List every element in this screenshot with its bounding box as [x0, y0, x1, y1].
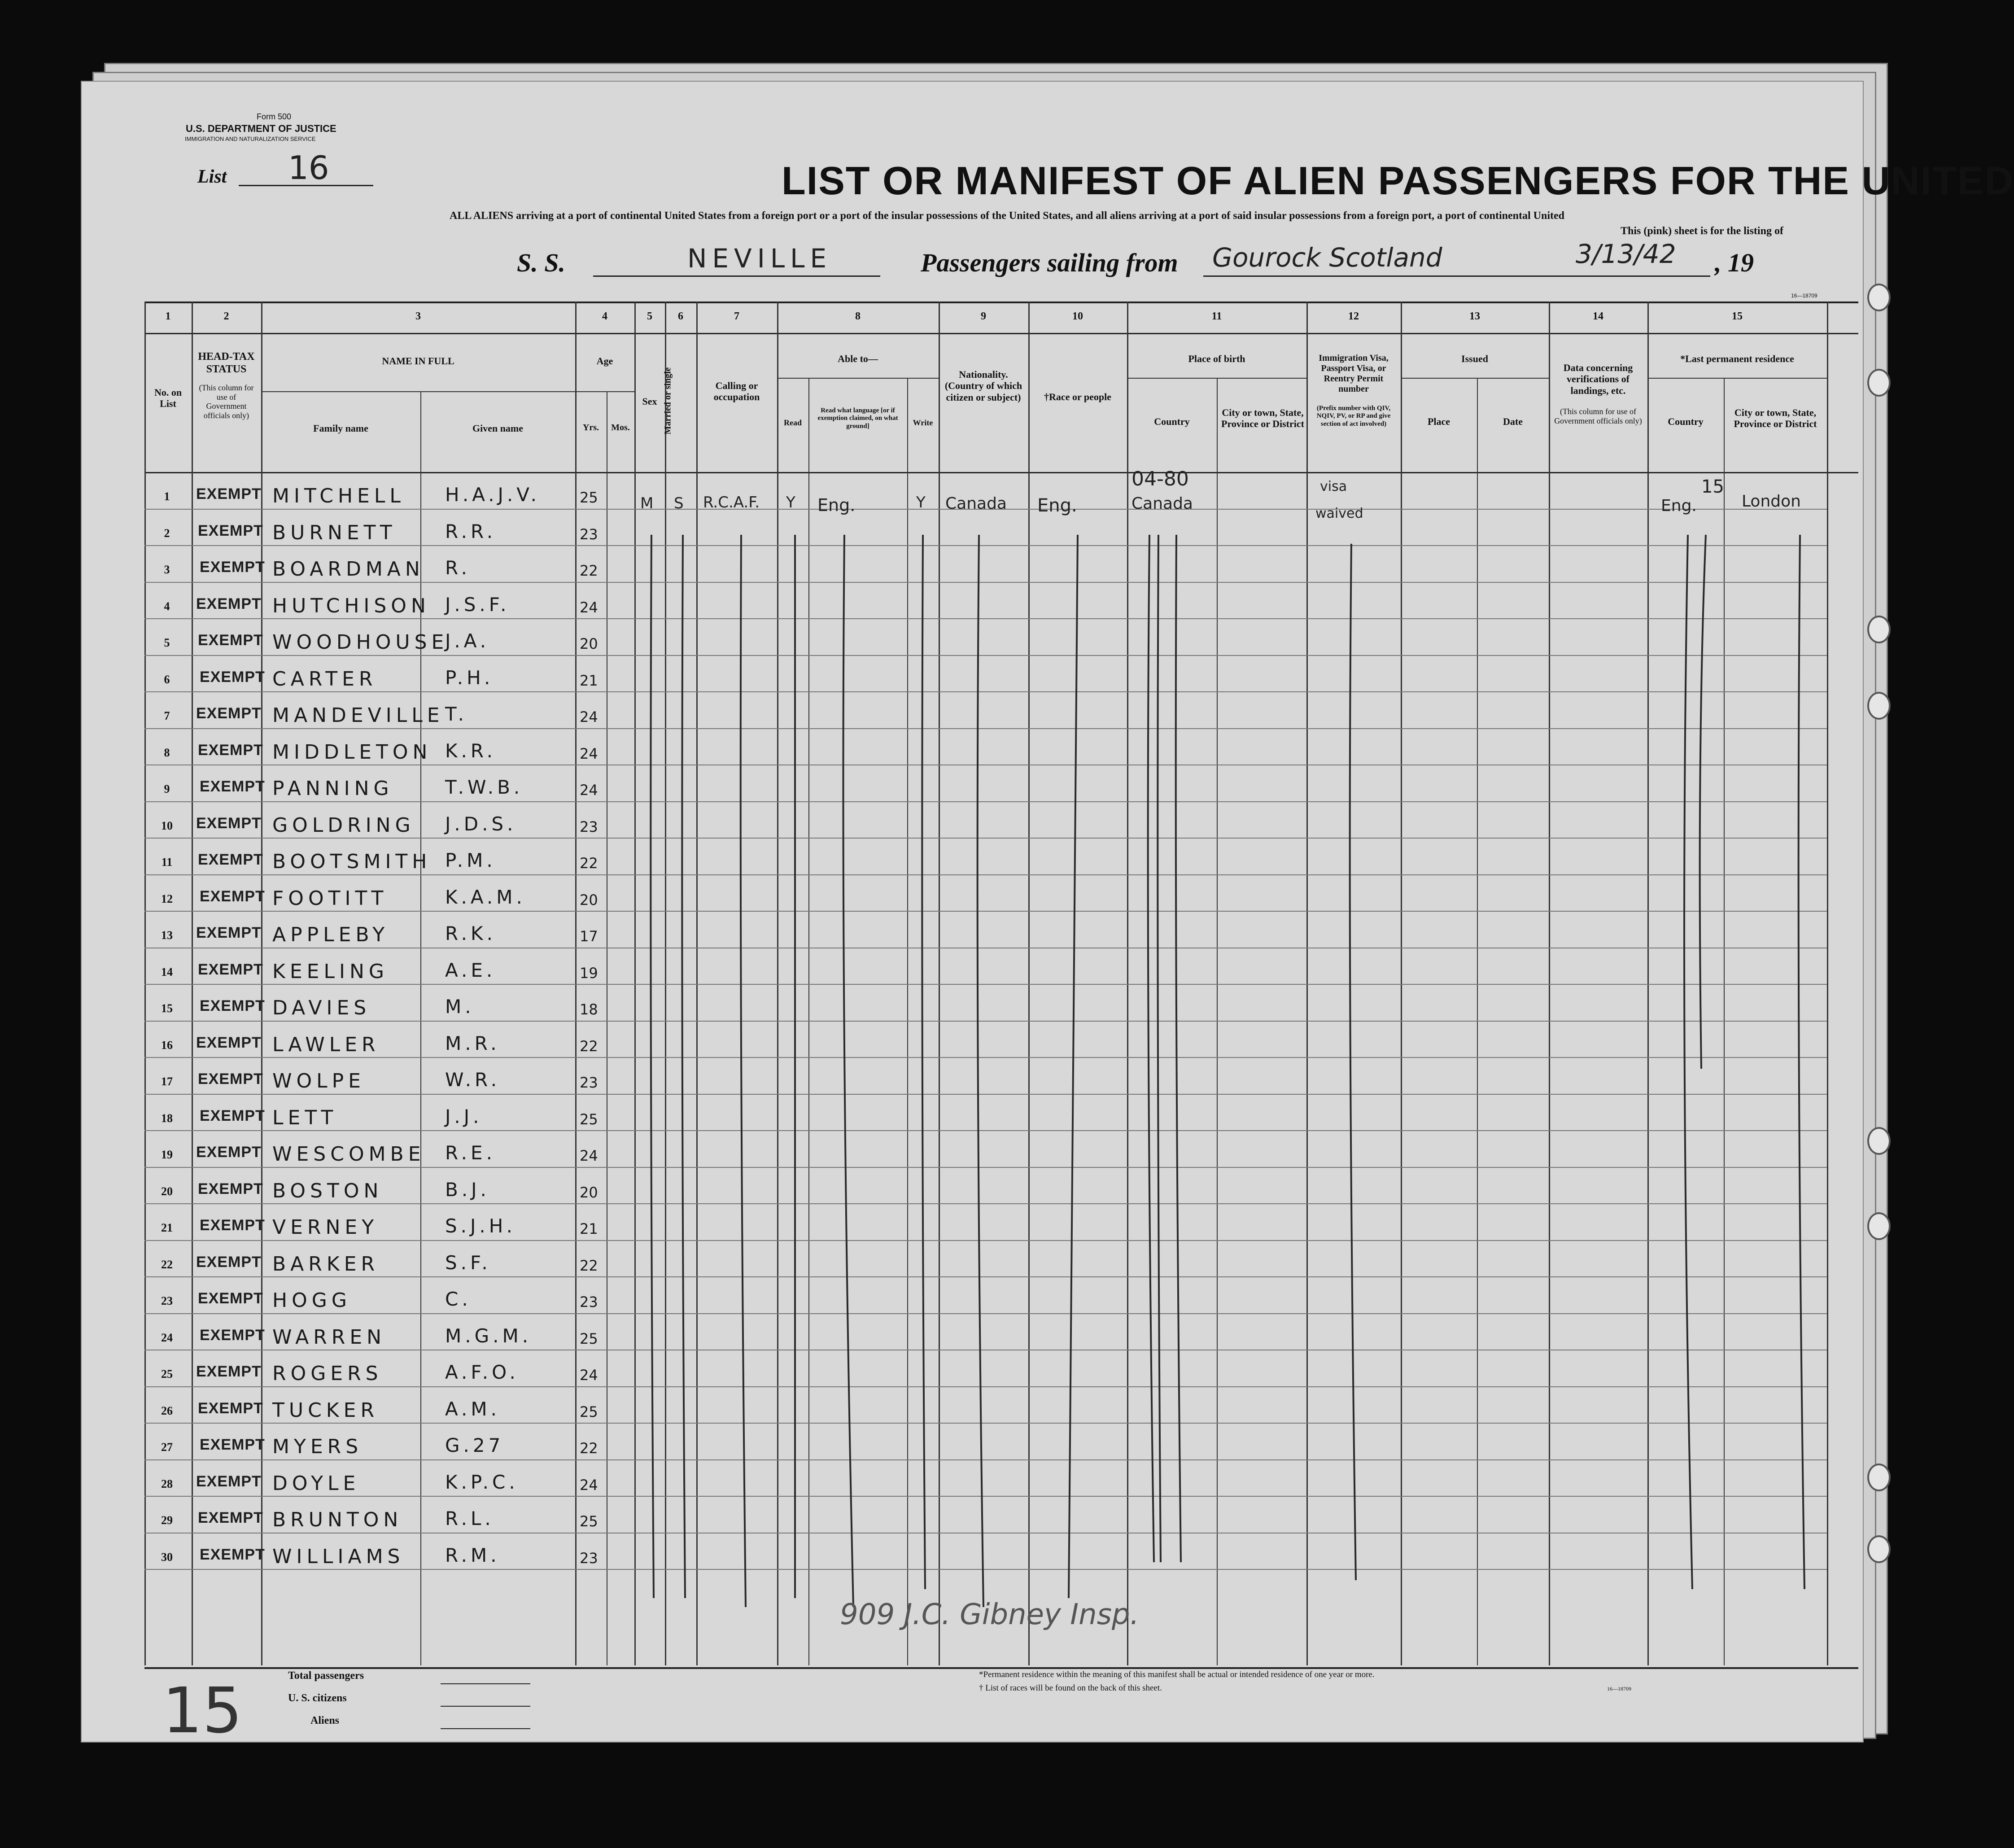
family-name: GOLDRING — [272, 813, 415, 837]
family-name: BOOTSMITH — [272, 850, 432, 873]
age-years: 23 — [580, 818, 598, 835]
hdr-family: Family name — [313, 423, 368, 434]
family-name: MANDEVILLE — [272, 704, 444, 727]
row1-race: Eng. — [1037, 495, 1077, 516]
age-years: 21 — [580, 1220, 598, 1237]
age-years: 22 — [580, 562, 598, 579]
head-tax-status: EXEMPT — [200, 1326, 265, 1344]
row1-language: Eng. — [817, 495, 856, 515]
hdr-issued-date: Date — [1503, 416, 1523, 427]
footer-total-label: Total passengers — [288, 1670, 364, 1682]
hdr-verifications: Data concerning verifications of landings, etc. — [1563, 362, 1633, 396]
given-name: K.P.C. — [445, 1471, 519, 1493]
row1-read: Y — [786, 494, 795, 511]
hdr-read: Read — [784, 418, 802, 427]
given-name: S.J.H. — [445, 1215, 516, 1237]
given-name: R.L. — [445, 1507, 494, 1529]
row-number: 24 — [161, 1331, 173, 1344]
head-tax-status: EXEMPT — [196, 1363, 262, 1380]
hdr-birth-country: Country — [1154, 416, 1190, 427]
hdr-age: Age — [596, 355, 613, 367]
age-years: 24 — [580, 599, 598, 616]
row1-visa-2: waived — [1315, 506, 1363, 521]
age-years: 24 — [580, 1147, 598, 1164]
head-tax-status: EXEMPT — [196, 595, 262, 612]
given-name: R.R. — [445, 520, 497, 542]
colnum-11: 11 — [1211, 310, 1222, 322]
head-tax-status: EXEMPT — [198, 1399, 263, 1417]
age-years: 22 — [580, 1037, 598, 1055]
age-years: 24 — [580, 1367, 598, 1384]
head-tax-status: EXEMPT — [200, 1107, 265, 1124]
age-years: 24 — [580, 782, 598, 799]
sailing-date: 3/13/42 — [1576, 239, 1676, 269]
head-tax-status: EXEMPT — [198, 522, 263, 539]
family-name: FOOTITT — [272, 887, 388, 910]
punch-hole-8 — [1867, 1535, 1891, 1563]
row1-residence-code: 15 — [1701, 476, 1724, 497]
given-name: M.R. — [445, 1032, 500, 1054]
hdr-visa: Immigration Visa, Passport Visa, or Reentry Permit number — [1319, 353, 1389, 394]
head-tax-status: EXEMPT — [200, 668, 265, 686]
age-years: 23 — [580, 1074, 598, 1091]
colnum-1: 1 — [165, 310, 171, 322]
head-tax-status: EXEMPT — [196, 1034, 262, 1051]
age-years: 23 — [580, 1549, 598, 1567]
head-tax-status: EXEMPT — [198, 1180, 263, 1197]
family-name: APPLEBY — [272, 923, 389, 946]
row-number: 14 — [161, 965, 173, 979]
age-years: 18 — [580, 1001, 598, 1018]
row-number: 12 — [161, 892, 173, 905]
given-name: P.M. — [445, 849, 496, 871]
row1-occupation: R.C.A.F. — [703, 494, 760, 511]
age-years: 24 — [580, 745, 598, 762]
row-number: 2 — [164, 526, 170, 540]
family-name: WARREN — [272, 1325, 386, 1349]
family-name: WILLIAMS — [272, 1545, 405, 1568]
colnum-6: 6 — [678, 310, 683, 322]
hdr-birth: Place of birth — [1188, 353, 1245, 364]
hdr-head-tax: HEAD-TAX STATUS — [198, 351, 255, 375]
head-tax-status: EXEMPT — [200, 559, 265, 576]
hdr-read-language: Read what language [or if exemption claimed, on what ground] — [817, 407, 898, 430]
hdr-no-on-list: No. on List — [154, 387, 182, 410]
family-name: MYERS — [272, 1435, 363, 1458]
hdr-residence: *Last permanent residence — [1680, 353, 1794, 364]
head-tax-status: EXEMPT — [198, 1509, 263, 1526]
family-name: DAVIES — [272, 996, 371, 1019]
age-years: 25 — [580, 489, 598, 506]
hdr-calling: Calling or occupation — [713, 380, 760, 403]
given-name: R. — [445, 557, 471, 579]
row1-residence-city: London — [1742, 492, 1801, 511]
hdr-residence-country: Country — [1668, 416, 1704, 427]
hdr-residence-city: City or town, State, Province or District — [1734, 407, 1817, 430]
hdr-write: Write — [913, 418, 933, 427]
age-years: 20 — [580, 1184, 598, 1201]
family-name: WESCOMBE — [272, 1143, 425, 1166]
footer-citizens-line — [441, 1706, 530, 1707]
family-name: ROGERS — [272, 1362, 383, 1385]
row1-residence-country: Eng. — [1661, 497, 1697, 515]
age-years: 23 — [580, 1293, 598, 1311]
row1-birth-code: 04-80 — [1132, 467, 1189, 490]
colnum-3: 3 — [415, 310, 421, 322]
row-number: 8 — [164, 746, 170, 759]
sailing-label: Passengers sailing from — [921, 248, 1178, 277]
hdr-verifications-note: (This column for use of Government officials only) — [1554, 407, 1642, 425]
punch-hole-7 — [1867, 1464, 1891, 1491]
footer-aliens-label: Aliens — [310, 1715, 340, 1726]
head-tax-status: EXEMPT — [196, 1253, 262, 1271]
list-number: 16 — [288, 149, 329, 187]
year-suffix: , 19 — [1715, 248, 1754, 277]
given-name: K.R. — [445, 739, 496, 762]
hdr-visa-note: (Prefix number with QIV, NQIV, PV, or RP and give section of act involved) — [1316, 405, 1391, 428]
row1-sex: M — [640, 494, 654, 512]
colnum-9: 9 — [981, 310, 986, 322]
given-name: B.J. — [445, 1178, 490, 1201]
row-number: 11 — [161, 856, 173, 869]
given-name: R.E. — [445, 1142, 496, 1164]
colnum-12: 12 — [1348, 310, 1359, 322]
bottom-annotation: 909 J.C. Gibney Insp. — [840, 1598, 1139, 1631]
colnum-2: 2 — [223, 310, 229, 322]
given-name: P.H. — [445, 666, 494, 689]
family-name: MITCHELL — [272, 485, 405, 507]
given-name: W.R. — [445, 1069, 501, 1091]
head-tax-status: EXEMPT — [200, 778, 265, 795]
colnum-10: 10 — [1072, 310, 1083, 322]
list-label: List — [197, 166, 227, 187]
head-tax-status: EXEMPT — [198, 851, 263, 868]
head-tax-status: EXEMPT — [196, 814, 262, 832]
row1-marital: S — [674, 494, 684, 512]
row-number: 10 — [161, 819, 173, 832]
punch-hole-4 — [1867, 692, 1891, 720]
hdr-given: Given name — [472, 423, 524, 434]
colnum-5: 5 — [647, 310, 652, 322]
family-name: LETT — [272, 1106, 338, 1129]
row-number: 5 — [164, 636, 170, 649]
footer-note-2: † List of races will be found on the back of this sheet. — [979, 1683, 1162, 1693]
hdr-issued: Issued — [1461, 353, 1488, 364]
row-number: 9 — [164, 782, 170, 795]
head-tax-status: EXEMPT — [200, 1546, 265, 1563]
given-name: J.D.S. — [445, 813, 517, 835]
family-name: MIDDLETON — [272, 740, 432, 764]
row-number: 6 — [164, 673, 170, 686]
age-years: 25 — [580, 1110, 598, 1128]
row-number: 30 — [161, 1550, 173, 1564]
subtitle-line-1: ALL ALIENS arriving at a port of continental United States from a foreign port or a port of the insular possessions of the United States, and all aliens arriving at a port of said insular possessions from a foreign port, a port of continental United — [450, 210, 1564, 222]
colnum-14: 14 — [1593, 310, 1603, 322]
colnum-4: 4 — [602, 310, 607, 322]
row-number: 28 — [161, 1477, 173, 1490]
row1-birth-country: Canada — [1132, 494, 1193, 513]
family-name: WOLPE — [272, 1070, 365, 1092]
row-number: 19 — [161, 1148, 173, 1161]
row-number: 18 — [161, 1111, 173, 1125]
department: U.S. DEPARTMENT OF JUSTICE — [186, 123, 336, 134]
footer-citizens-label: U. S. citizens — [288, 1692, 347, 1704]
sailing-from: Gourock Scotland — [1212, 242, 1442, 273]
age-years: 20 — [580, 635, 598, 652]
row-number: 20 — [161, 1184, 173, 1198]
head-tax-status: EXEMPT — [196, 1144, 262, 1161]
row1-visa-1: visa — [1320, 479, 1347, 494]
head-tax-status: EXEMPT — [198, 961, 263, 978]
given-name: S.F. — [445, 1251, 491, 1274]
colnum-7: 7 — [734, 310, 739, 322]
service: IMMIGRATION AND NATURALIZATION SERVICE — [185, 135, 316, 142]
ship-name: NEVILLE — [687, 243, 832, 274]
row-number: 3 — [164, 563, 170, 576]
form-number: Form 500 — [257, 112, 292, 121]
age-years: 22 — [580, 1257, 598, 1274]
footer-aliens-line — [441, 1728, 530, 1729]
subtitle-line-2: This (pink) sheet is for the listing of — [1621, 225, 1783, 237]
row-number: 23 — [161, 1294, 173, 1307]
footer-note-1: *Permanent residence within the meaning of this manifest shall be actual or intended residence of one year or more. — [979, 1670, 1375, 1679]
given-name: G.27 — [445, 1434, 504, 1456]
hdr-sex: Sex — [642, 396, 657, 407]
family-name: BURNETT — [272, 521, 397, 544]
hdr-nationality: Nationality. (Country of which citizen or subject) — [944, 369, 1022, 403]
row-number: 21 — [161, 1221, 173, 1234]
punch-hole-3 — [1867, 616, 1891, 643]
footer-total-line — [441, 1683, 530, 1684]
head-tax-status: EXEMPT — [200, 1217, 265, 1234]
hdr-married: Married or single — [663, 367, 673, 435]
ss-label: S. S. — [517, 248, 566, 277]
head-tax-status: EXEMPT — [196, 1472, 262, 1490]
head-tax-status: EXEMPT — [196, 705, 262, 722]
head-tax-status: EXEMPT — [198, 741, 263, 759]
age-years: 25 — [580, 1330, 598, 1347]
given-name: C. — [445, 1288, 472, 1310]
given-name: T. — [445, 703, 468, 725]
age-years: 20 — [580, 891, 598, 909]
age-years: 21 — [580, 672, 598, 689]
age-years: 23 — [580, 525, 598, 543]
hdr-mos: Mos. — [611, 423, 630, 433]
age-years: 25 — [580, 1403, 598, 1420]
given-name: J.A. — [445, 630, 490, 652]
hdr-race: †Race or people — [1044, 391, 1111, 402]
family-name: BOSTON — [272, 1179, 383, 1202]
punch-hole-5 — [1867, 1127, 1891, 1155]
given-name: A.M. — [445, 1398, 500, 1420]
row1-write: Y — [916, 494, 926, 511]
hdr-able: Able to— — [838, 353, 878, 364]
family-name: LAWLER — [272, 1033, 380, 1056]
head-tax-status: EXEMPT — [198, 1070, 263, 1088]
given-name: H.A.J.V. — [445, 484, 540, 506]
row-number: 27 — [161, 1441, 173, 1454]
colnum-8: 8 — [855, 310, 861, 322]
colnum-13: 13 — [1469, 310, 1480, 322]
row-number: 4 — [164, 599, 170, 613]
punch-hole-1 — [1867, 284, 1891, 311]
hdr-head-tax-note: (This column for use of Government officials only) — [199, 383, 254, 420]
head-tax-status: EXEMPT — [200, 1436, 265, 1453]
age-years: 19 — [580, 964, 598, 982]
row1-nationality: Canada — [945, 494, 1007, 513]
age-years: 24 — [580, 708, 598, 725]
head-tax-status: EXEMPT — [198, 632, 263, 649]
age-years: 17 — [580, 928, 598, 945]
family-name: DOYLE — [272, 1472, 360, 1495]
row-number: 17 — [161, 1075, 173, 1088]
head-tax-status: EXEMPT — [198, 1290, 263, 1307]
head-tax-status: EXEMPT — [200, 997, 265, 1014]
row-number: 1 — [164, 490, 170, 503]
row-number: 25 — [161, 1367, 173, 1381]
given-name: T.W.B. — [445, 776, 524, 798]
row-number: 22 — [161, 1258, 173, 1271]
head-tax-status: EXEMPT — [196, 485, 262, 502]
print-code: 16—18709 — [1791, 293, 1817, 299]
family-name: TUCKER — [272, 1398, 379, 1422]
row-number: 15 — [161, 1002, 173, 1015]
age-years: 22 — [580, 855, 598, 872]
given-name: A.E. — [445, 959, 496, 981]
hdr-birth-city: City or town, State, Province or District — [1221, 407, 1304, 430]
row-number: 29 — [161, 1514, 173, 1527]
given-name: K.A.M. — [445, 886, 526, 908]
manifest-title: LIST OR MANIFEST OF ALIEN PASSENGERS FOR THE UNITED — [782, 158, 2014, 203]
manifest-sheet — [81, 81, 2014, 1748]
family-name: HOGG — [272, 1289, 351, 1312]
family-name: WOODHOUSE — [272, 631, 449, 654]
given-name: J.J. — [445, 1105, 483, 1127]
margin-number: 15 — [162, 1674, 243, 1748]
family-name: VERNEY — [272, 1216, 379, 1239]
age-years: 24 — [580, 1476, 598, 1494]
given-name: R.M. — [445, 1544, 500, 1566]
given-name: J.S.F. — [445, 593, 510, 616]
head-tax-status: EXEMPT — [200, 887, 265, 905]
family-name: CARTER — [272, 667, 377, 690]
given-name: M.G.M. — [445, 1324, 532, 1347]
family-name: BOARDMAN — [272, 558, 424, 581]
family-name: PANNING — [272, 777, 393, 800]
hdr-name: NAME IN FULL — [382, 355, 454, 367]
punch-hole-6 — [1867, 1212, 1891, 1240]
family-name: KEELING — [272, 960, 389, 983]
family-name: BARKER — [272, 1252, 380, 1276]
given-name: R.K. — [445, 922, 496, 944]
age-years: 22 — [580, 1440, 598, 1457]
family-name: BRUNTON — [272, 1508, 403, 1531]
punch-hole-2 — [1867, 369, 1891, 397]
footer-code: 16—18709 — [1607, 1686, 1631, 1692]
ditto-marks — [82, 82, 2014, 1742]
given-name: A.F.O. — [445, 1361, 519, 1383]
row-number: 7 — [164, 709, 170, 722]
row-number: 26 — [161, 1404, 173, 1417]
given-name: M. — [445, 996, 475, 1018]
row-number: 13 — [161, 929, 173, 942]
family-name: HUTCHISON — [272, 594, 430, 617]
head-tax-status: EXEMPT — [196, 924, 262, 941]
hdr-yrs: Yrs. — [582, 423, 599, 433]
colnum-15: 15 — [1732, 310, 1743, 322]
hdr-issued-place: Place — [1427, 416, 1450, 427]
age-years: 25 — [580, 1513, 598, 1530]
row-number: 16 — [161, 1038, 173, 1052]
